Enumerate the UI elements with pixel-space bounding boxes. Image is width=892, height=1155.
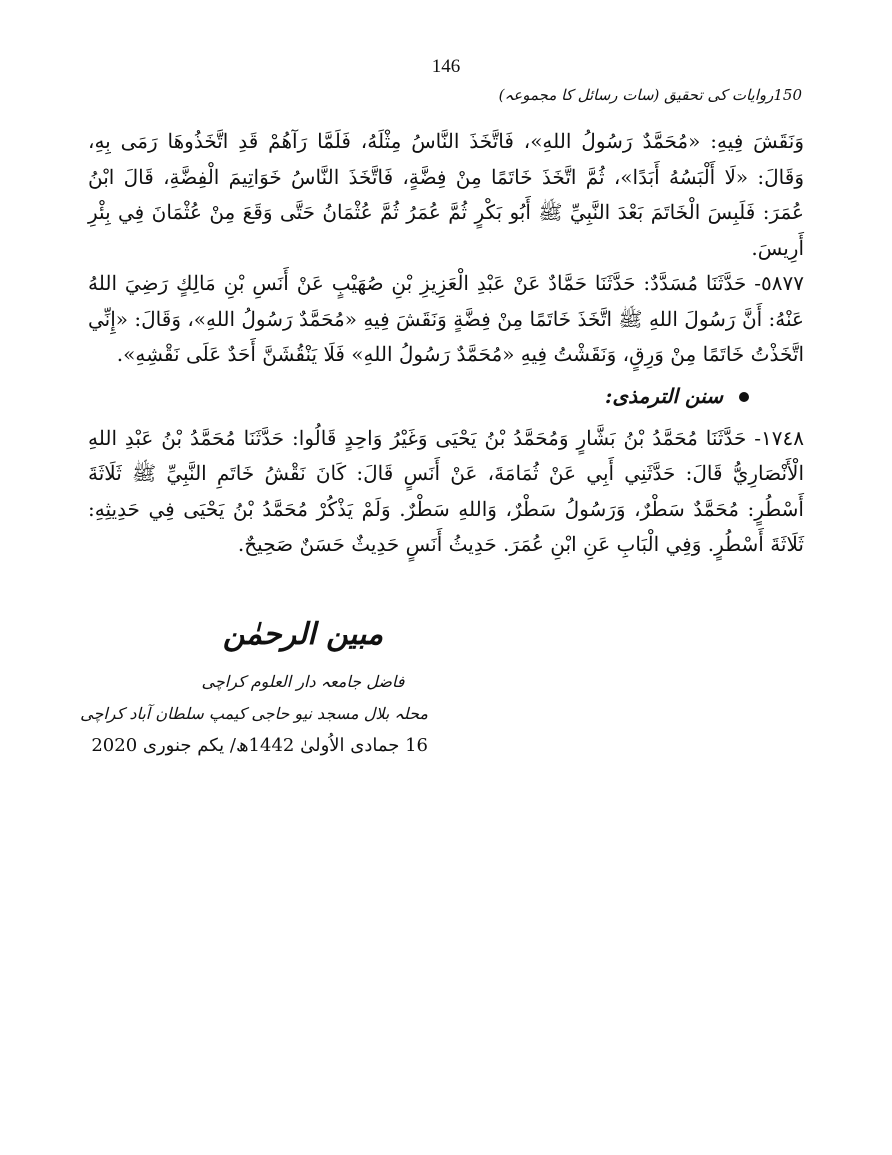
signature-address: محلہ بلال مسجد نیو حاجی کیمپ سلطان آباد کراچی	[80, 704, 428, 723]
signature-name: مبین الرحمٰن	[222, 617, 384, 652]
running-header: 150روایات کی تحقیق (سات رسائل کا مجموعہ)	[498, 86, 802, 104]
paragraph-tirmidhi-1748: ١٧٤٨- حَدَّثَنَا مُحَمَّدُ بْنُ بَشَّارٍ وَمُحَمَّدُ بْنُ يَحْيَى وَغَيْرُ وَاحِدٍ قَالُوا: حَدَّثَنَا مُحَمَّدُ بْنُ عَبْدِ اللهِ الْأَنْصَارِيُّ قَالَ: حَدَّثَنِي أَبِي عَنْ ثُمَامَةَ، عَنْ أَنَسٍ قَالَ: كَانَ نَقْشُ خَاتَمِ النَّبِيِّ ﷺ ثَلَاثَةَ أَسْطُرٍ: مُحَمَّدٌ سَطْرٌ، وَرَسُولُ سَطْرٌ، وَاللهِ سَطْرٌ. وَلَمْ يَذْكُرْ مُحَمَّدُ بْنُ يَحْيَى فِي حَدِيثِهِ: ثَلَاثَةَ أَسْطُرٍ. وَفِي الْبَابِ عَنِ ابْنِ عُمَرَ. حَدِيثُ أَنَسٍ حَدِيثٌ حَسَنٌ صَحِيحٌ.	[88, 425, 804, 556]
paragraph-bukhari-continuation: وَنَقَشَ فِيهِ: «مُحَمَّدٌ رَسُولُ اللهِ»، فَاتَّخَذَ النَّاسُ مِثْلَهُ، فَلَمَّا رَآهُمْ قَدِ اتَّخَذُوهَا رَمَى بِهِ، وَقَالَ: «لَا أَلْبَسُهُ أَبَدًا»، ثُمَّ اتَّخَذَ خَاتَمًا مِنْ فِضَّةٍ، فَاتَّخَذَ النَّاسُ خَوَاتِيمَ الْفِضَّةِ، قَالَ ابْنُ عُمَرَ: فَلَبِسَ الْخَاتَمَ بَعْدَ النَّبِيِّ ﷺ أَبُو بَكْرٍ ثُمَّ عُمَرُ ثُمَّ عُثْمَانُ حَتَّى وَقَعَ مِنْ عُثْمَانَ فِي بِئْرِ أَرِيسَ.	[88, 129, 804, 260]
bullet-icon	[739, 392, 749, 402]
paragraph-hadith-5877: ٥٨٧٧- حَدَّثَنَا مُسَدَّدٌ: حَدَّثَنَا حَمَّادٌ عَنْ عَبْدِ الْعَزِيزِ بْنِ صُهَيْبٍ عَنْ أَنَسِ بْنِ مَالِكٍ رَضِيَ اللهُ عَنْهُ: أَنَّ رَسُولَ اللهِ ﷺ اتَّخَذَ خَاتَمًا مِنْ فِضَّةٍ وَنَقَشَ فِيهِ «مُحَمَّدٌ رَسُولُ اللهِ»، وَقَالَ: «إِنِّي اتَّخَذْتُ خَاتَمًا مِنْ وَرِقٍ، وَنَقَشْتُ فِيهِ «مُحَمَّدٌ رَسُولُ اللهِ» فَلَا يَنْقُشَنَّ أَحَدٌ عَلَى نَقْشِهِ».	[88, 271, 804, 366]
section-title: سنن الترمذی:	[605, 383, 723, 408]
page-number: 146	[431, 56, 461, 77]
body-text	[88, 124, 804, 563]
signature-date: 16 جمادی الاُولیٰ 1442ھ/ یکم جنوری 2020	[91, 735, 428, 756]
signature-block	[80, 612, 428, 762]
section-heading	[88, 373, 804, 421]
signature-title: فاضل جامعہ دار العلوم کراچی	[201, 672, 405, 691]
